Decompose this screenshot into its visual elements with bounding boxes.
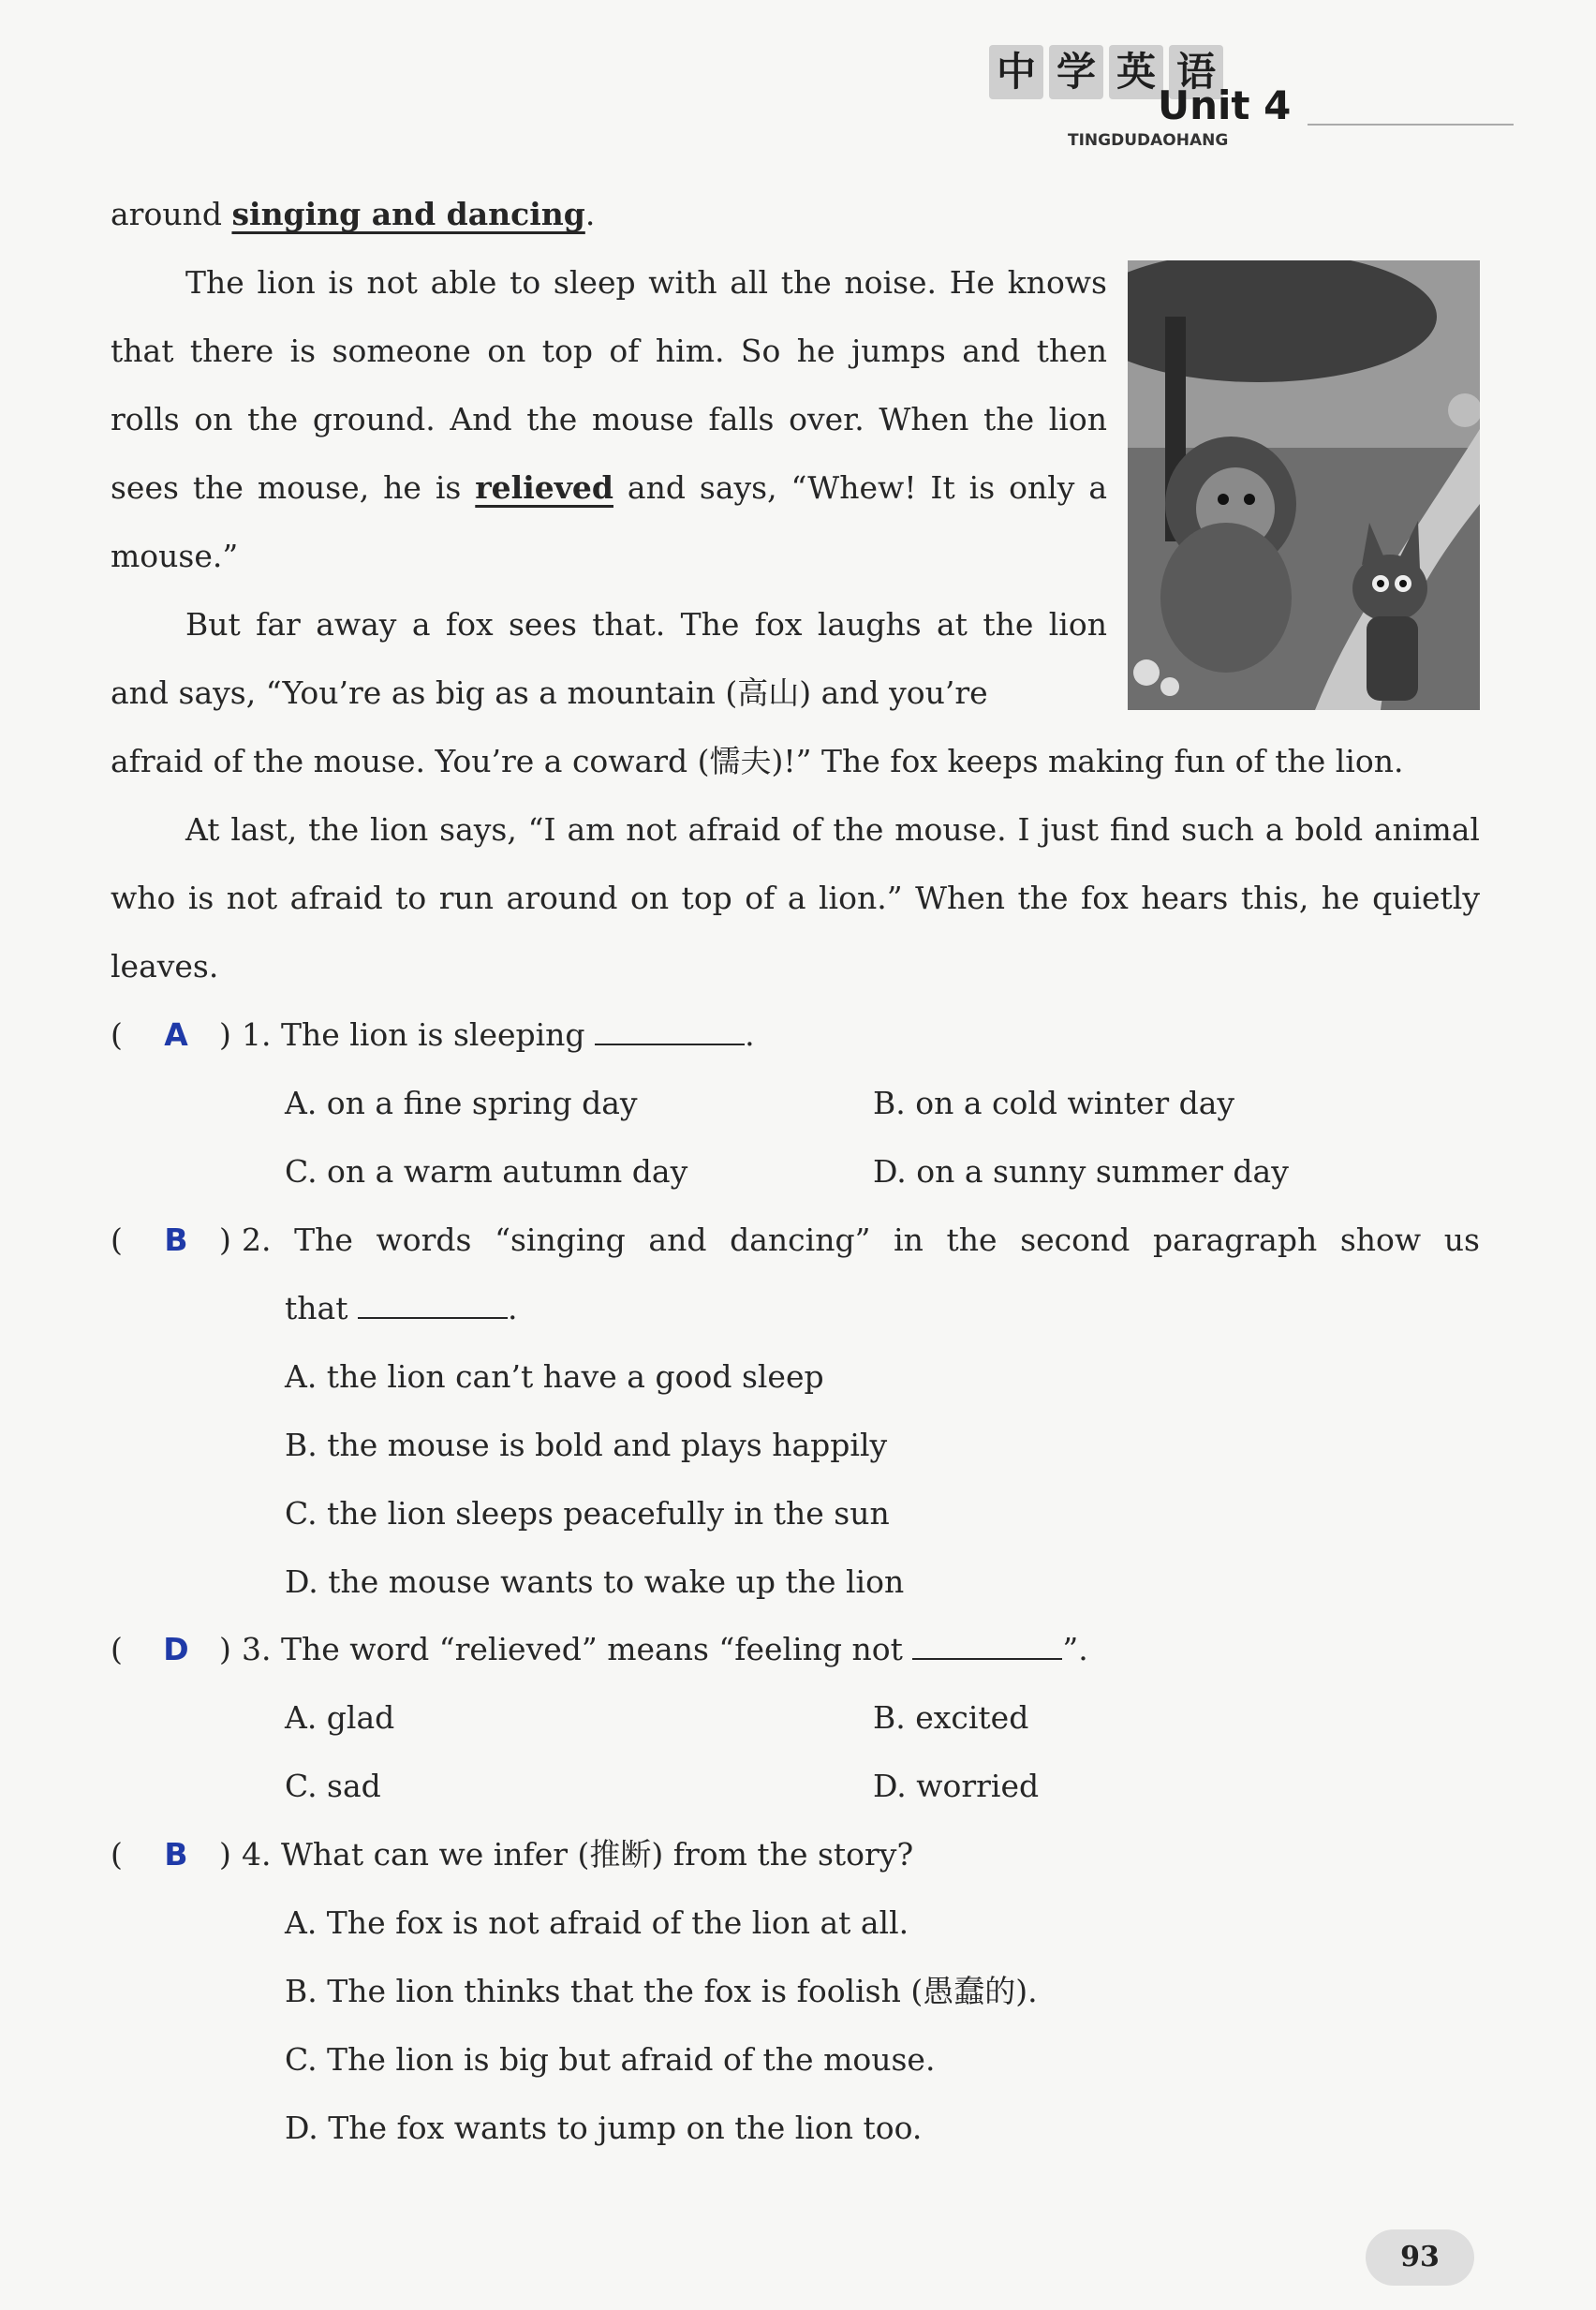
- answer-letter: D: [163, 1631, 189, 1667]
- passage-text: The lion is not able to sleep with all the noise. He knows that there is someone on top of him. So he jumps and then rolls on the ground. And the mouse falls over. When the lion sees the mouse, he is: [111, 264, 1107, 506]
- question-tail: .: [745, 1016, 755, 1053]
- answer-box: [111, 1000, 242, 1069]
- question-1: [111, 1000, 1480, 1206]
- question-tail: ”.: [1062, 1631, 1088, 1667]
- paragraph-1: [111, 248, 1107, 590]
- paragraph-2-part-2: afraid of the mouse. You’re a coward (懦夫)!” The fox keeps making fun of the lion.: [111, 743, 1404, 779]
- question-stem: 1. The lion is sleeping: [242, 1016, 585, 1053]
- header-subtitle: TINGDUDAOHANG: [1068, 131, 1229, 150]
- paragraph-2-part-1: But far away a fox sees that. The fox laughs at the lion and says, “You’re as big as a mountain (高山) and you’re: [111, 606, 1107, 711]
- option-d: D. The fox wants to jump on the lion too.: [285, 2110, 923, 2146]
- options: [111, 1683, 1480, 1820]
- question-2: [111, 1206, 1480, 1616]
- option-a: A. The fox is not afraid of the lion at all.: [285, 1904, 909, 1941]
- option-c: C. on a warm autumn day: [285, 1153, 688, 1190]
- paren-right: ): [219, 1222, 231, 1258]
- answer-box: [111, 1206, 242, 1274]
- question-stem: 3. The word “relieved” means “feeling not: [242, 1631, 903, 1667]
- passage-line-0: [111, 180, 1480, 248]
- lion-body-icon: [1160, 523, 1292, 673]
- passage-text: At last, the lion says, “I am not afraid of the mouse. I just find such a bold animal who is not afraid to run around on top of a lion.” When the fox hears this, he quietly leaves.: [111, 811, 1480, 985]
- options: [111, 1888, 1480, 2162]
- unit-label: Unit 4: [1158, 82, 1292, 128]
- passage-text: .: [584, 196, 596, 232]
- question-text: 2. The words “singing and dancing” in the second paragraph show us: [242, 1222, 1480, 1258]
- unit-header: [989, 45, 1514, 157]
- answer-blank: [595, 1015, 745, 1045]
- option-a: A. on a fine spring day: [285, 1085, 638, 1121]
- header-char: 英: [1109, 45, 1163, 99]
- option-a: A. glad: [285, 1699, 395, 1736]
- keyword-relieved: relieved: [475, 469, 613, 506]
- passage-text: and says, “Whew! It is only a mouse.”: [111, 469, 1108, 574]
- question-text: 4. What can we infer (推断) from the story?: [242, 1836, 914, 1873]
- option-a: A. the lion can’t have a good sleep: [285, 1358, 824, 1395]
- options: [111, 1342, 1480, 1616]
- answer-letter: B: [164, 1222, 188, 1258]
- header-divider: [1308, 124, 1514, 126]
- answer-blank: [912, 1630, 1062, 1660]
- question-text: [242, 1000, 1480, 1069]
- question-tail: .: [507, 1290, 518, 1326]
- answer-blank: [358, 1289, 508, 1319]
- question-continuation: [111, 1274, 1480, 1342]
- header-char: 学: [1049, 45, 1103, 99]
- passage-text: around: [111, 196, 232, 232]
- answer-letter: A: [164, 1016, 188, 1053]
- paren-left: (: [111, 1222, 123, 1258]
- answer-box: [111, 1820, 242, 1888]
- option-b: B. The lion thinks that the fox is foolish (愚蠢的).: [285, 1973, 1038, 2009]
- question-4: [111, 1820, 1480, 2162]
- question-stem: that: [285, 1290, 348, 1326]
- page-number: 93: [1366, 2229, 1474, 2286]
- paren-right: ): [219, 1836, 231, 1873]
- option-d: D. the mouse wants to wake up the lion: [285, 1563, 905, 1600]
- lion-fox-illustration: [1128, 260, 1480, 710]
- option-c: C. The lion is big but afraid of the mouse.: [285, 2041, 936, 2078]
- option-c: C. the lion sleeps peacefully in the sun: [285, 1495, 890, 1532]
- paren-left: (: [111, 1836, 123, 1873]
- paragraph-3: [111, 795, 1480, 1000]
- option-d: D. worried: [873, 1768, 1040, 1804]
- paren-left: (: [111, 1631, 123, 1667]
- header-char: 中: [989, 45, 1043, 99]
- paren-left: (: [111, 1016, 123, 1053]
- option-c: C. sad: [285, 1768, 381, 1804]
- options: [111, 1069, 1480, 1206]
- header-char: 语: [1169, 45, 1223, 99]
- option-d: D. on a sunny summer day: [873, 1153, 1289, 1190]
- question-text: [242, 1615, 1480, 1683]
- fox-body-icon: [1367, 616, 1418, 701]
- answer-letter: B: [164, 1836, 188, 1873]
- paren-right: ): [219, 1016, 231, 1053]
- keyword-singing-and-dancing: singing and dancing: [231, 196, 585, 232]
- paren-right: ): [219, 1631, 231, 1667]
- option-b: B. the mouse is bold and plays happily: [285, 1427, 888, 1463]
- option-b: B. on a cold winter day: [873, 1085, 1235, 1121]
- question-3: [111, 1615, 1480, 1820]
- option-b: B. excited: [873, 1699, 1029, 1736]
- answer-box: [111, 1615, 242, 1683]
